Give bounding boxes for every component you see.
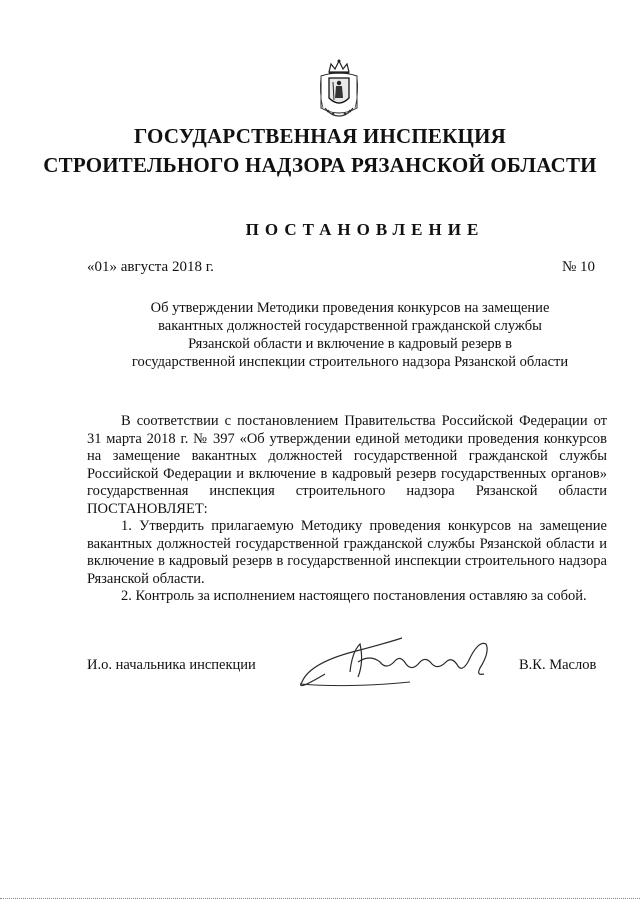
org-name-line-1: ГОСУДАРСТВЕННАЯ ИНСПЕКЦИЯ [134, 124, 506, 148]
preamble-paragraph: В соответствии с постановлением Правительства Российской Федерации от 31 марта 2018 г. № 397 «Об утверждении единой методики проведения конкурсов на замещение вакантных должностей государственной гражданской службы Российской Федерации и включение в кадровый резерв государственных органов» государственная инспекция строительного надзора Рязанской области ПОСТАНОВЛЯЕТ: [87, 413, 607, 517]
signer-position: И.о. начальника инспекции [87, 657, 256, 673]
document-body [87, 413, 607, 606]
scan-edge-divider [0, 898, 640, 900]
coat-of-arms-icon [317, 58, 361, 120]
document-type: ПОСТАНОВЛЕНИЕ [245, 220, 485, 239]
document-number: № 10 [562, 259, 596, 275]
document-date: «01» августа 2018 г. [87, 259, 214, 275]
handwritten-signature [290, 632, 510, 697]
subject-line-4: государственной инспекции строительного надзора Рязанской области [131, 354, 569, 370]
subject-line-2: вакантных должностей государственной гражданской службы [158, 318, 542, 334]
signer-name: В.К. Маслов [519, 657, 597, 673]
org-name-line-2: СТРОИТЕЛЬНОГО НАДЗОРА РЯЗАНСКОЙ ОБЛАСТИ [43, 153, 597, 177]
subject-line-1: Об утверждении Методики проведения конкурсов на замещение [150, 300, 550, 316]
subject-line-3: Рязанской области и включение в кадровый резерв в [188, 336, 512, 352]
item-1-paragraph: 1. Утвердить прилагаемую Методику проведения конкурсов на замещение вакантных должностей государственной гражданской службы Рязанской области и включение в кадровый резерв в государственной инспекции строительного надзора Рязанской области. [87, 518, 607, 587]
item-2-paragraph: 2. Контроль за исполнением настоящего постановления оставляю за собой. [121, 588, 587, 604]
